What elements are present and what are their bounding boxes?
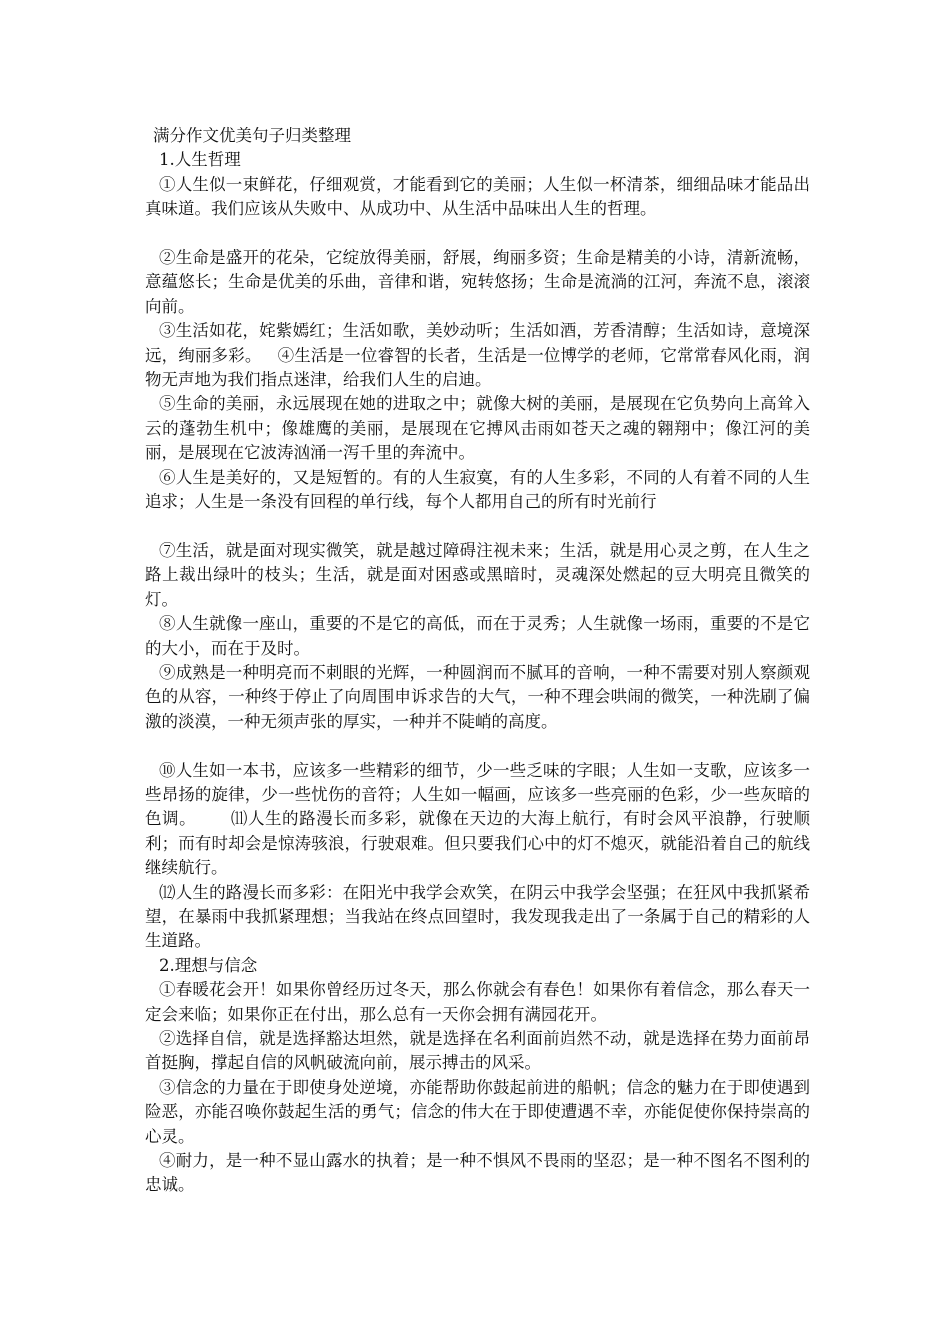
paragraph-1-8: ⑧人生就像一座山，重要的不是它的高低，而在于灵秀；人生就像一场雨，重要的不是它的大小，而在于及时。 [145, 614, 810, 658]
paragraph-2-1: ①春暖花会开！如果你曾经历过冬天，那么你就会有春色！如果你有着信念，那么春天一定会来临；如果你正在付出，那么总有一天你会拥有满园花开。 [145, 980, 810, 1024]
section-heading-philosophy: 1.人生哲理 [159, 150, 241, 170]
paragraph-1-7: ⑦生活，就是面对现实微笑，就是越过障碍注视未来；生活，就是用心灵之剪，在人生之路上裁出绿叶的枝头；生活，就是面对困惑或黑暗时，灵魂深处燃起的豆大明亮且微笑的灯。 [145, 540, 810, 609]
document-page [145, 124, 810, 1198]
document-title: 满分作文优美句子归类整理 [153, 126, 351, 145]
paragraph-1-12: ⑿人生的路漫长而多彩：在阳光中我学会欢笑，在阴云中我学会坚强；在狂风中我抓紧希望，在暴雨中我抓紧理想；当我站在终点回望时，我发现我走出了一条属于自己的精彩的人生道路。 [145, 882, 810, 951]
paragraph-1-1: ①人生似一束鲜花，仔细观赏，才能看到它的美丽；人生似一杯清茶，细细品味才能品出真味道。我们应该从失败中、从成功中、从生活中品味出人生的哲理。 [145, 174, 810, 219]
section-heading-ideals: 2.理想与信念 [159, 955, 258, 975]
blank-line [145, 222, 810, 246]
paragraph-2-4: ④耐力，是一种不显山露水的执着；是一种不惧风不畏雨的坚忍；是一种不图名不图利的忠诚。 [145, 1151, 810, 1195]
paragraph-2-2: ②选择自信，就是选择豁达坦然，就是选择在名利面前岿然不动，就是选择在势力面前昂首挺胸，撑起自信的风帆破流向前，展示搏击的风采。 [145, 1028, 810, 1073]
paragraph-1-2: ②生命是盛开的花朵，它绽放得美丽，舒展，绚丽多资；生命是精美的小诗，清新流畅，意蕴悠长；生命是优美的乐曲，音律和谐，宛转悠扬；生命是流淌的江河，奔流不息，滚滚向前。 [145, 248, 810, 316]
blank-line [145, 514, 810, 538]
paragraph-1-3: ③生活如花，姹紫嫣红；生活如歌，美妙动听；生活如酒，芳香清醇；生活如诗，意境深远，绚丽多彩。 ④生活是一位睿智的长者，生活是一位博学的老师，它常常春风化雨，润物无声地为我们指点迷津，给我们人生的启迪。 [145, 321, 810, 390]
blank-line [145, 734, 810, 758]
paragraph-1-6: ⑥人生是美好的，又是短暂的。有的人生寂寞，有的人生多彩，不同的人有着不同的人生追求；人生是一条没有回程的单行线，每个人都用自己的所有时光前行 [145, 467, 810, 512]
paragraph-1-9: ⑨成熟是一种明亮而不刺眼的光辉，一种圆润而不腻耳的音响，一种不需要对别人察颜观色的从容，一种终于停止了向周围申诉求告的大气，一种不理会哄闹的微笑，一种洗刷了偏激的淡漠，一种无须声张的厚实，一种并不陡峭的高度。 [145, 662, 810, 731]
paragraph-1-10: ⑩人生如一本书，应该多一些精彩的细节，少一些乏味的字眼；人生如一支歌，应该多一些昂扬的旋律，少一些忧伤的音符；人生如一幅画，应该多一些亮丽的色彩，少一些灰暗的色调。 ⑾人生的路漫长而多彩，就像在天边的大海上航行，有时会风平浪静，行驶顺利；而有时却会是惊涛骇浪，行驶艰难。但只要我们心中的灯不熄灭，就能沿着自己的航线继续航行。 [145, 760, 810, 878]
paragraph-1-5: ⑤生命的美丽，永远展现在她的进取之中；就像大树的美丽，是展现在它负势向上高耸入云的蓬勃生机中；像雄鹰的美丽，是展现在它搏风击雨如苍天之魂的翱翔中；像江河的美丽，是展现在它波涛汹涌一泻千里的奔流中。 [145, 394, 810, 463]
paragraph-2-3: ③信念的力量在于即使身处逆境，亦能帮助你鼓起前进的船帆；信念的魅力在于即使遇到险恶，亦能召唤你鼓起生活的勇气；信念的伟大在于即使遭遇不幸，亦能促使你保持崇高的心灵。 [145, 1077, 810, 1146]
